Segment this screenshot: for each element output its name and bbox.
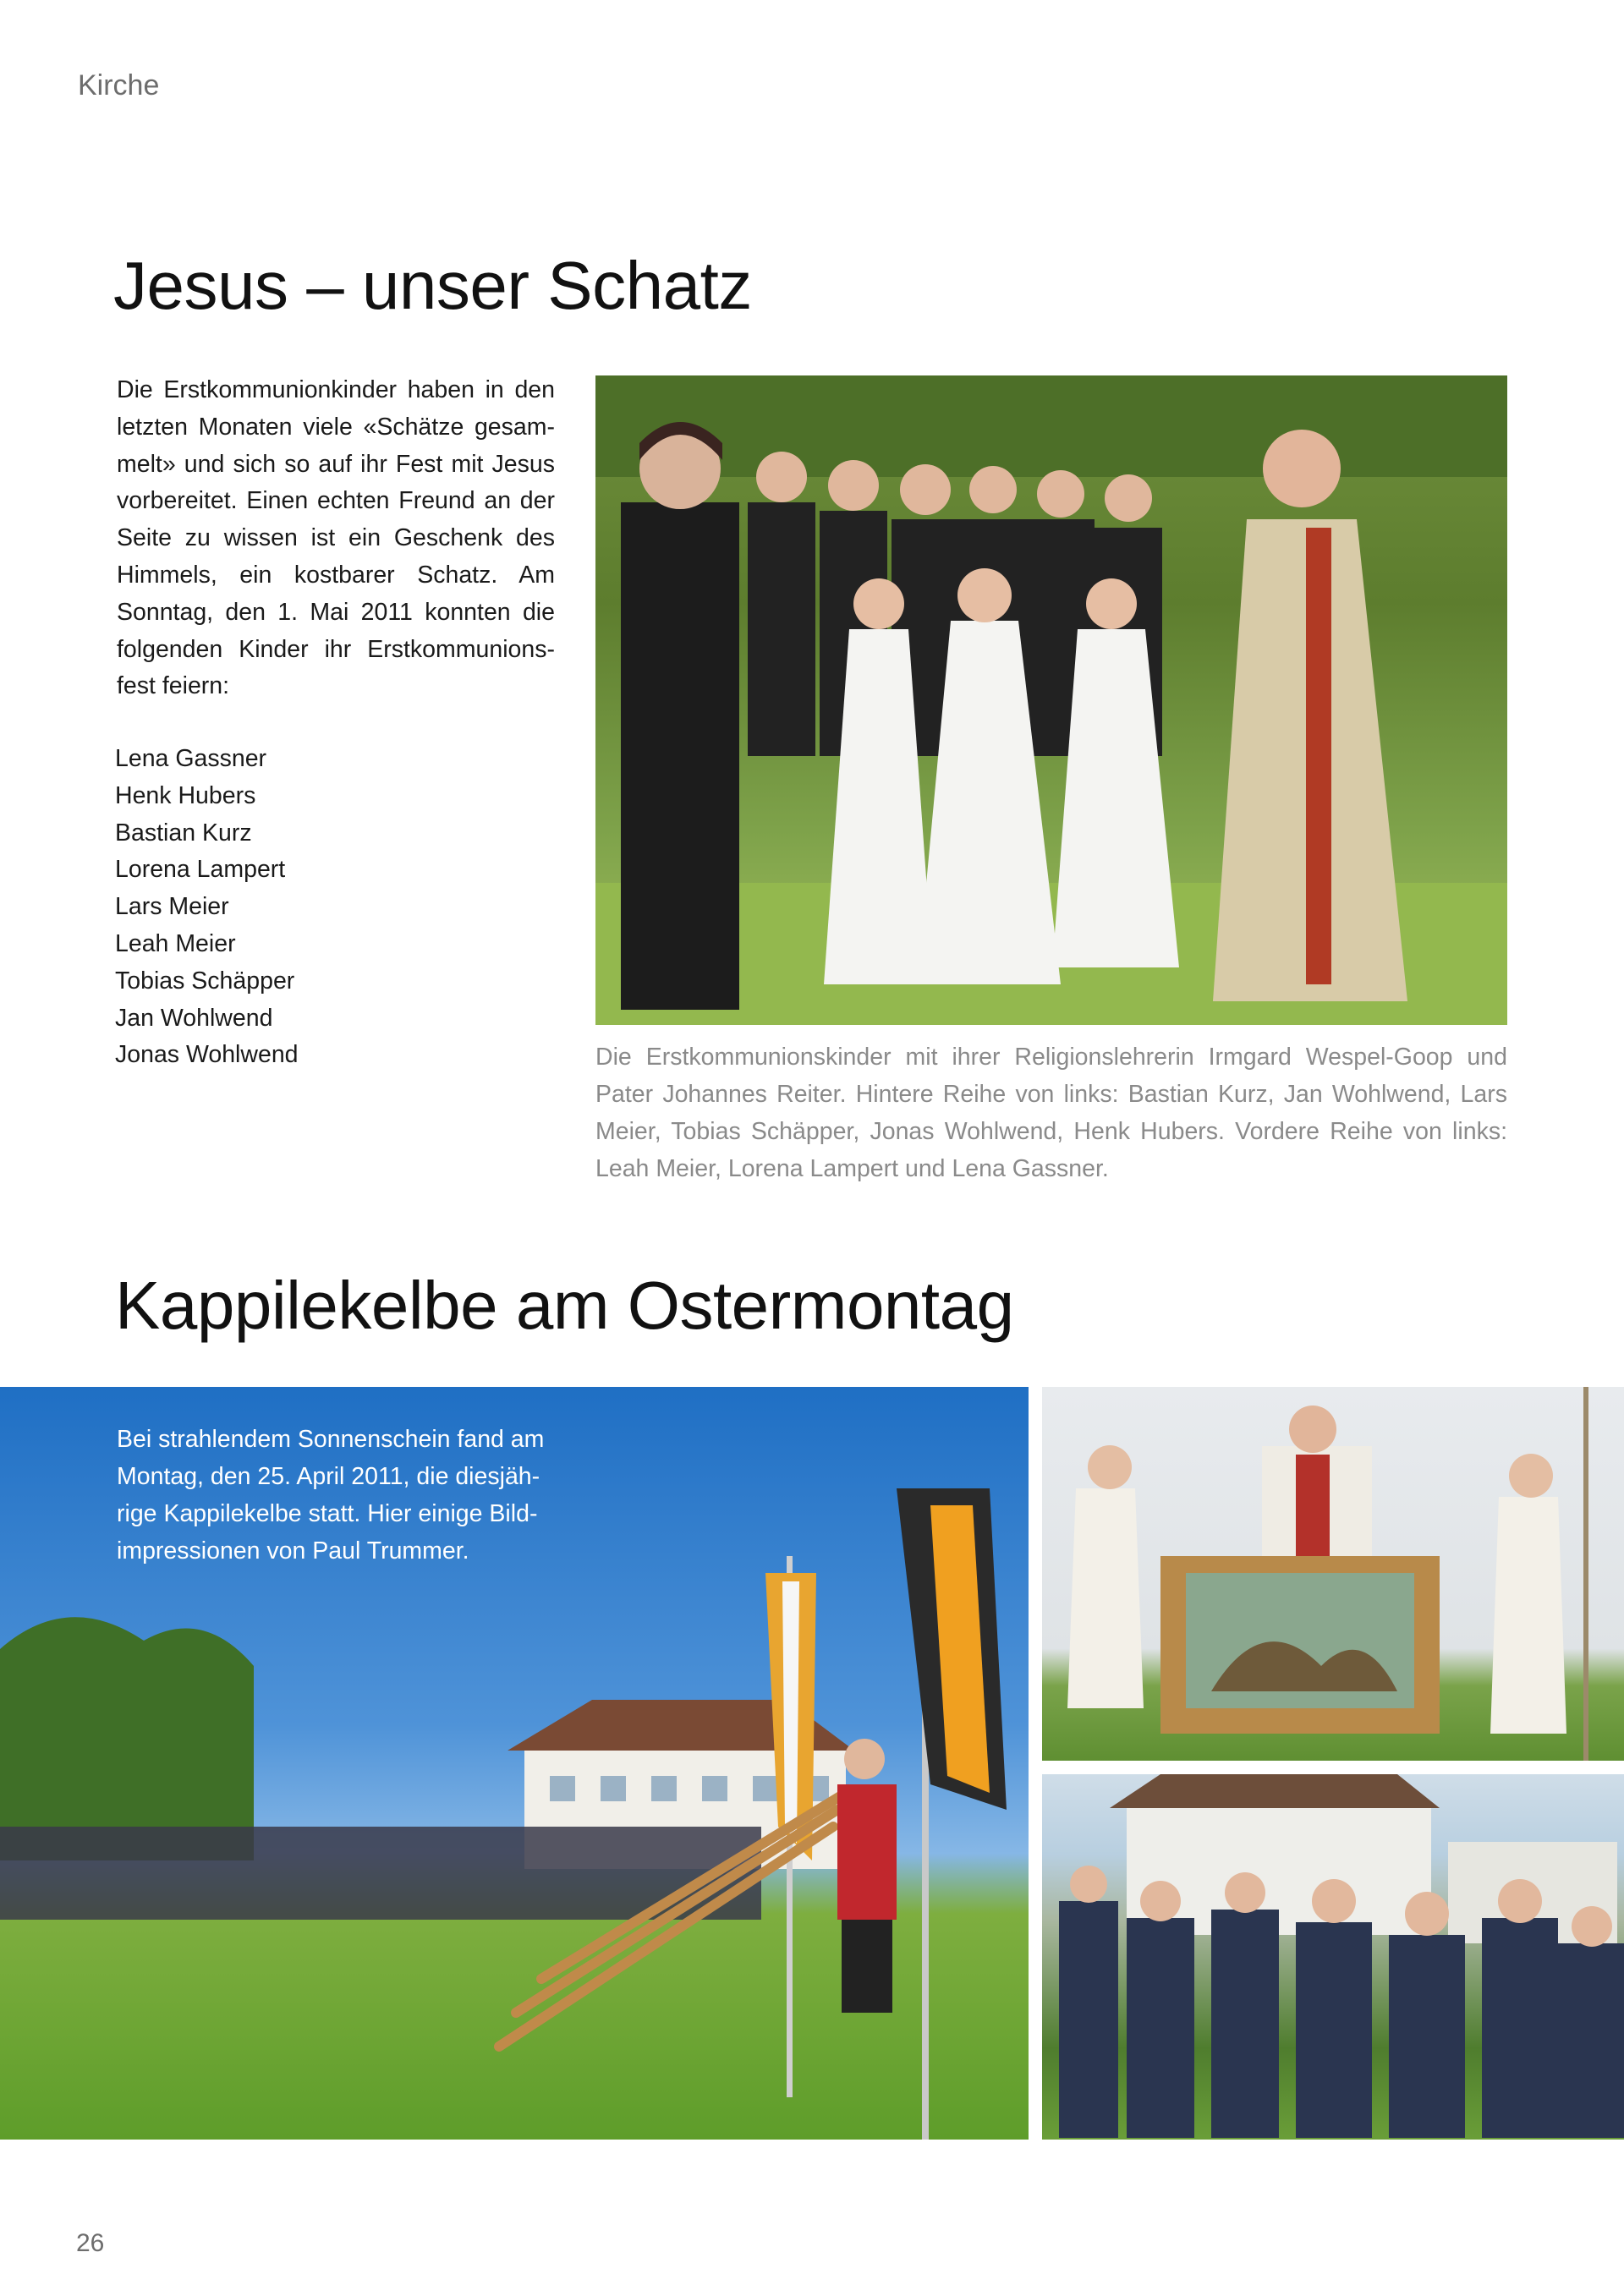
outdoor-mass-photo	[1042, 1387, 1624, 1761]
names-list	[115, 741, 299, 1074]
list-item: Leah Meier	[115, 929, 236, 957]
list-item: Henk Hubers	[115, 781, 256, 809]
crowd-photo	[1042, 1774, 1624, 2140]
article-intro: Die Erstkommunionkinder haben in den letzten Monaten viele «Schätze gesammelt» und sich so auf ihr Fest mit Jesus vorbereitet. Einen echten Freund an der Seite zu wissen ist ein Geschenk des Himmels, ein kostbarer Schatz. Am Sonntag, den 1. Mai 2011 konnten die folgenden Kinder ihr Erstkommunionsfest feiern:	[117, 376, 555, 700]
list-item: Lars Meier	[115, 893, 229, 921]
page-number: 26	[76, 2229, 105, 2257]
list-item: Bastian Kurz	[115, 819, 252, 847]
article-title: Jesus – unser Schatz	[113, 248, 752, 323]
section-label: Kirche	[78, 69, 160, 101]
list-item: Tobias Schäpper	[115, 967, 295, 995]
communion-group-photo	[595, 375, 1507, 1025]
photo-caption: Die Erstkommunionskinder mit ihrer Religionslehrerin Irmgard Wespel-Goop und Pater Johannes Reiter. Hintere Reihe von links: Bastian Kurz, Jan Wohlwend, Lars Meier, Tobias Schäpper, Jonas Wohlwend, Henk Hubers. Vordere Reihe von links: Leah Meier, Lorena Lampert und Lena Gassner.	[595, 1044, 1507, 1182]
list-item: Lena Gassner	[115, 745, 267, 772]
article-title: Kappilekelbe am Ostermontag	[115, 1268, 1014, 1343]
list-item: Lorena Lampert	[115, 856, 286, 884]
list-item: Jan Wohlwend	[115, 1004, 273, 1032]
article-intro: Bei strahlendem Sonnenschein fand am Montag, den 25. April 2011, die diesjährige Kappilekelbe statt. Hier einige Bildimpressionen von Paul Trummer.	[117, 1426, 545, 1564]
list-item: Jonas Wohlwend	[115, 1041, 299, 1069]
